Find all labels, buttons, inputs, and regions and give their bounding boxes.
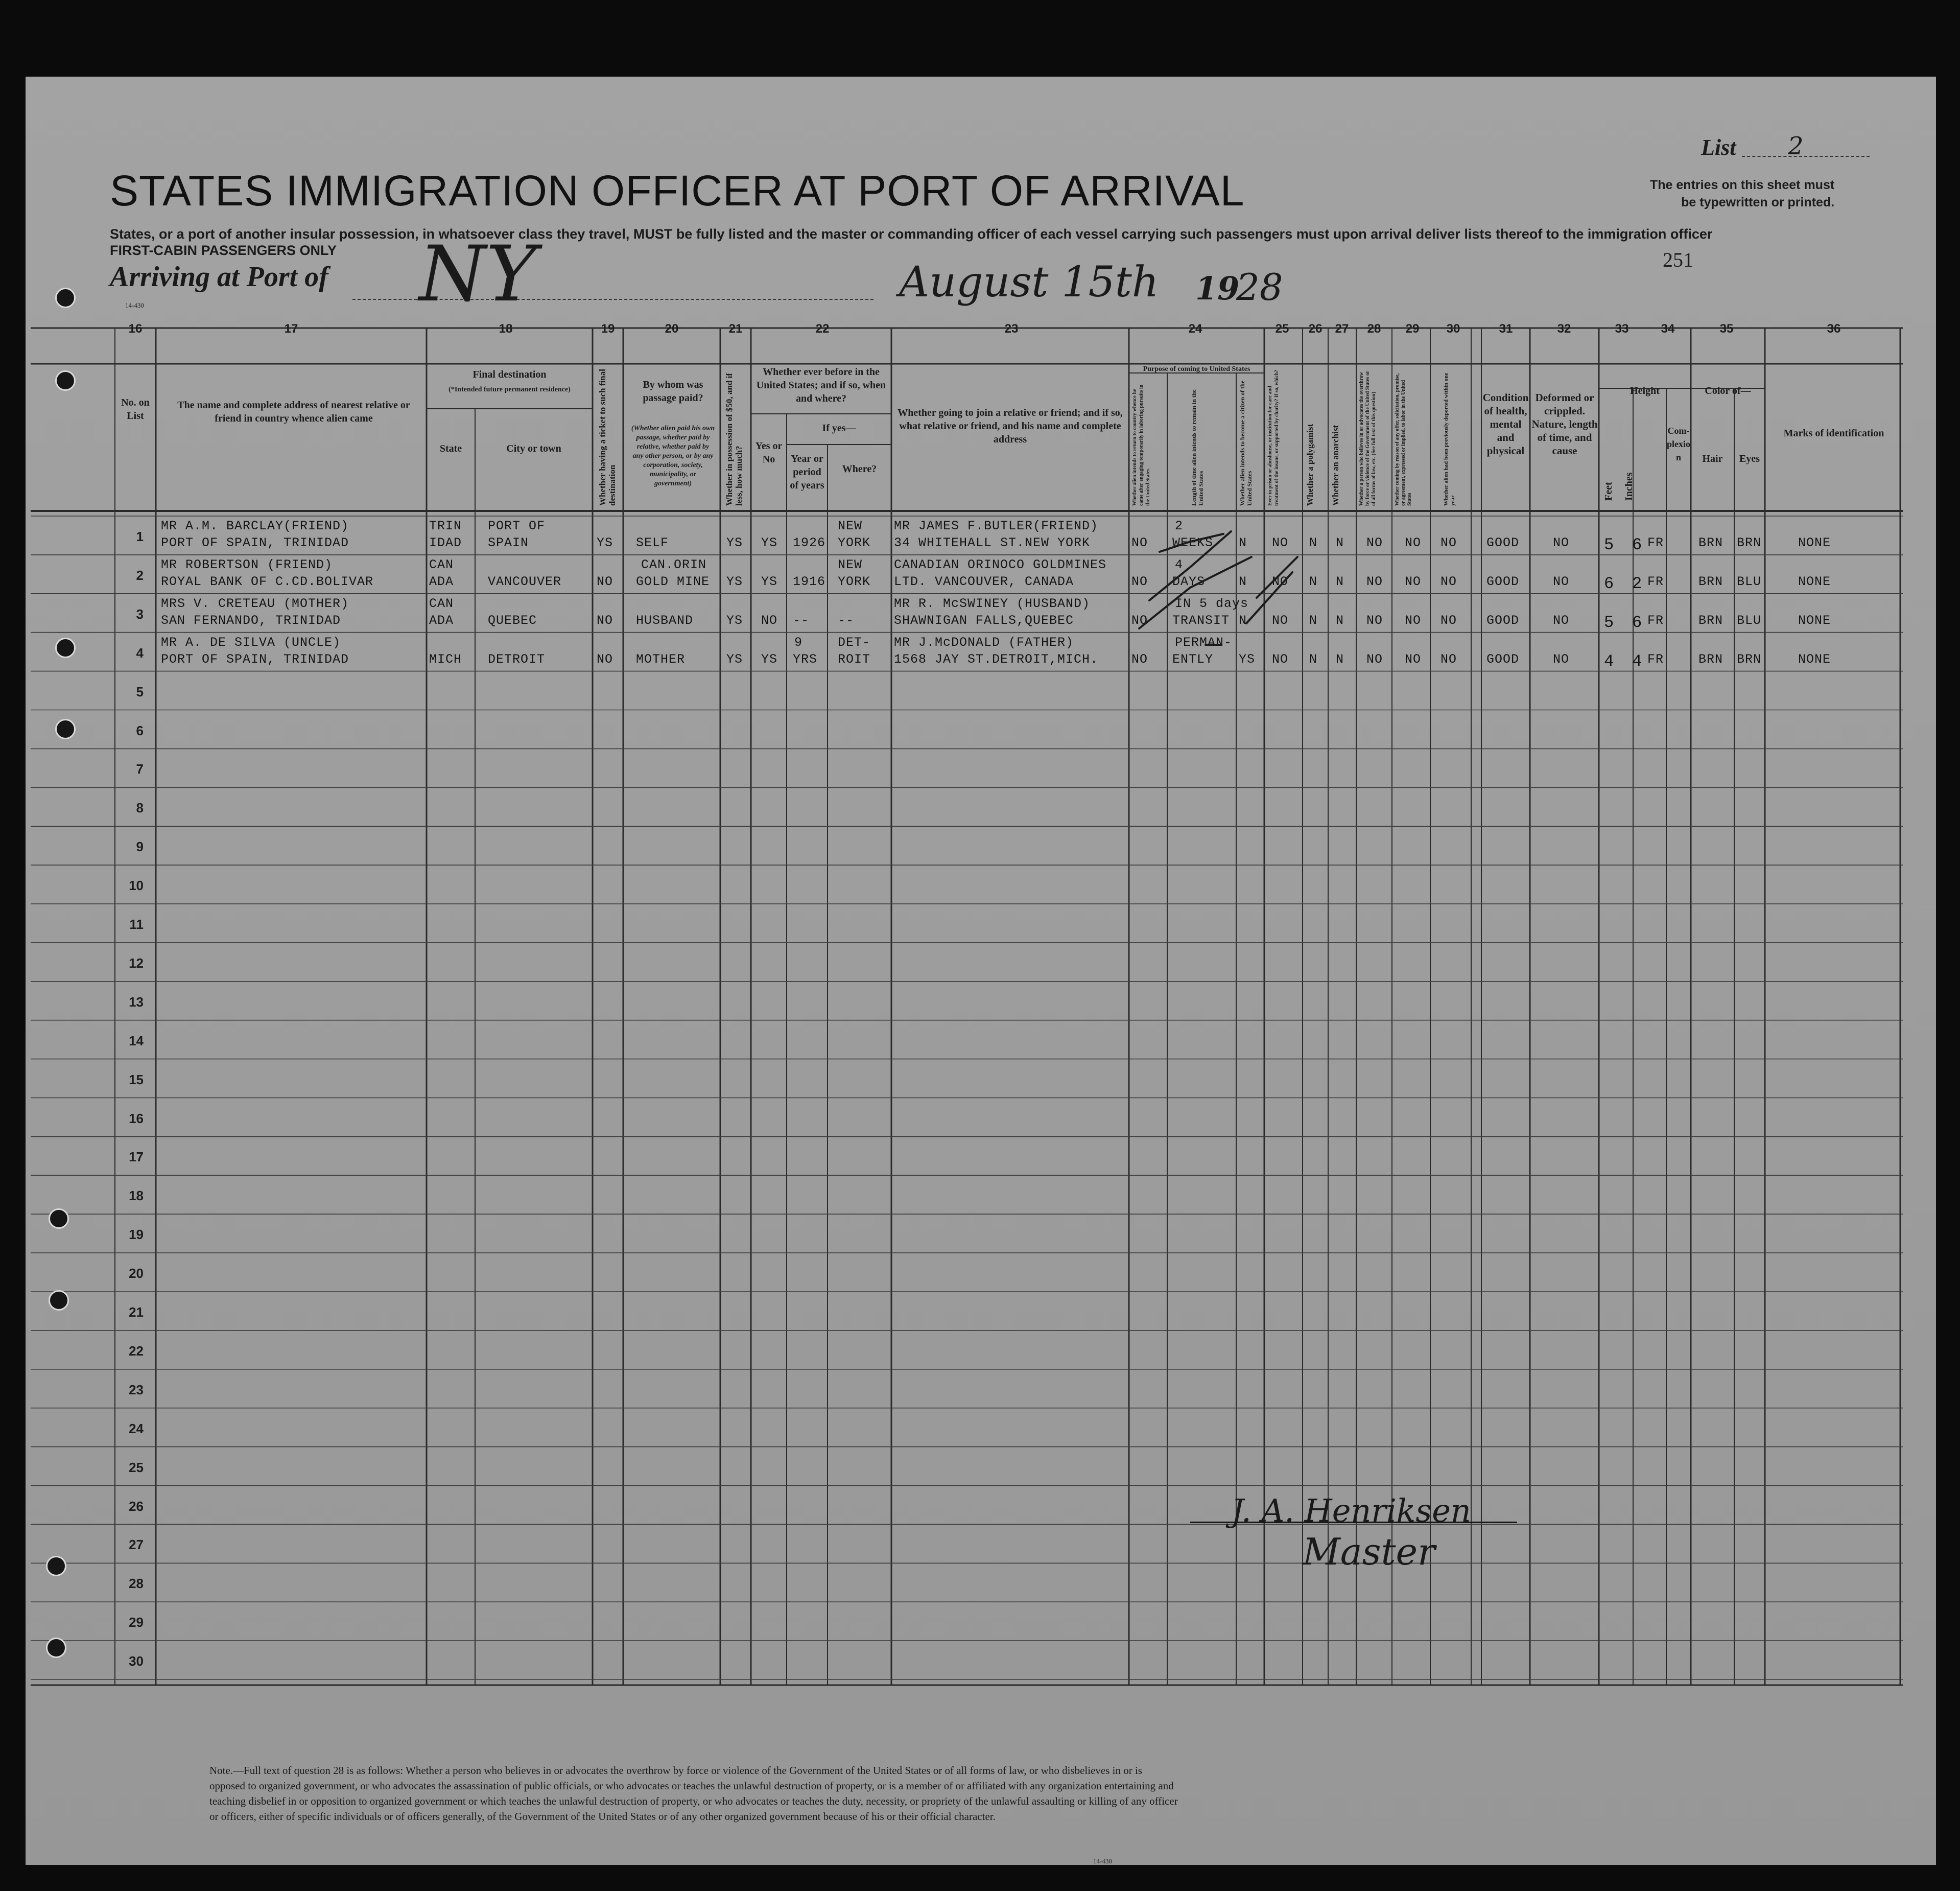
cell-ret: NO xyxy=(1131,535,1148,550)
cell-st2: IDAD xyxy=(429,535,462,550)
row-number: 2 xyxy=(136,567,144,583)
cell-rel2: SAN FERNANDO, TRINIDAD xyxy=(161,613,341,628)
header-final-destination: Final destination xyxy=(473,369,547,380)
header-eyes: Eyes xyxy=(1739,453,1760,464)
cell-feet: 5 xyxy=(1604,613,1615,632)
row-number: 16 xyxy=(129,1110,144,1126)
cell-ret: NO xyxy=(1131,613,1148,628)
row-number: 1 xyxy=(136,529,144,544)
colno-27: 27 xyxy=(1335,322,1349,336)
cell-where1: DET- xyxy=(838,635,871,650)
cell-q29: NO xyxy=(1405,651,1422,667)
cell-join1: MR J.McDONALD (FATHER) xyxy=(894,635,1074,650)
cell-eyes: BLU xyxy=(1737,613,1762,628)
row-number: 7 xyxy=(136,761,144,777)
punch-hole xyxy=(55,719,76,739)
row-number: 10 xyxy=(129,878,144,894)
header-passage-paid: By whom was passage paid? xyxy=(643,379,703,404)
row-number: 27 xyxy=(129,1537,144,1553)
colno-30: 30 xyxy=(1446,322,1460,336)
cell-inch: 2 xyxy=(1632,574,1643,593)
cell-len2: DAYS xyxy=(1172,574,1206,589)
date-handwritten: August 15th xyxy=(899,258,1159,307)
cell-anar: N xyxy=(1336,574,1344,589)
cell-st2: ADA xyxy=(429,574,454,589)
header-if-yes: If yes— xyxy=(822,423,856,434)
header-year: Year or period of years xyxy=(790,453,824,491)
cell-st1: CAN xyxy=(429,596,454,611)
cell-len1: 4 xyxy=(1175,557,1184,572)
colno-33: 33 xyxy=(1615,322,1629,336)
row-number: 17 xyxy=(129,1149,144,1165)
cell-len2: ENTLY xyxy=(1172,651,1214,667)
cell-comp: FR xyxy=(1647,535,1664,550)
header-intends-return: Whether alien intends to return to country whence he came after engaging temporarily in laboring pursuits in the United States xyxy=(1132,384,1151,506)
colno-35: 35 xyxy=(1719,322,1734,336)
cell-poly: N xyxy=(1309,613,1318,628)
row-number: 20 xyxy=(129,1266,144,1281)
cell-hair: BRN xyxy=(1698,574,1723,589)
cell-where2: -- xyxy=(838,613,855,628)
header-final-destination-note: (*Intended future permanent residence) xyxy=(448,386,571,393)
cell-where1: NEW xyxy=(838,557,863,572)
cell-q28: NO xyxy=(1366,613,1383,628)
header-feet: Feet xyxy=(1603,482,1614,501)
cell-len2: WEEKS xyxy=(1172,535,1214,550)
typewritten-note-line1: The entries on this sheet must xyxy=(1650,178,1835,192)
cell-prison: NO xyxy=(1272,574,1289,589)
row-number: 19 xyxy=(129,1227,144,1243)
header-ticket: Whether having a ticket to such final destination xyxy=(598,369,617,506)
cell-ticket: YS xyxy=(597,535,613,550)
punch-hole xyxy=(46,1556,66,1576)
cell-health: GOOD xyxy=(1486,651,1520,667)
colno-20: 20 xyxy=(665,322,679,336)
list-label: List xyxy=(1701,135,1736,160)
cell-anar: N xyxy=(1336,535,1344,550)
colno-26: 26 xyxy=(1308,322,1323,336)
header-anarchist: Whether an anarchist xyxy=(1331,425,1340,506)
header-city: City or town xyxy=(506,443,561,454)
colno-36: 36 xyxy=(1827,322,1841,336)
signature-line xyxy=(1190,1522,1517,1523)
cell-year2: -- xyxy=(793,613,810,628)
row-number: 12 xyxy=(129,955,144,971)
header-inches: Inches xyxy=(1623,472,1635,501)
header-deformed: Deformed or crippled. Nature, length of time, and cause xyxy=(1531,391,1598,457)
header-nearest-relative: The name and complete address of nearest relative or friend in country whence alien came xyxy=(177,400,410,424)
cell-inch: 4 xyxy=(1632,651,1643,671)
header-passage-paid-note: (Whether alien paid his own passage, whether paid by relative, whether paid by any other person, or by any corporation, society, municipality, or government) xyxy=(631,425,715,487)
cell-q29: NO xyxy=(1405,574,1422,589)
punch-hole xyxy=(46,1638,66,1658)
cell-deform: NO xyxy=(1553,651,1570,667)
cell-rel1: MRS V. CRETEAU (MOTHER) xyxy=(161,596,349,611)
cell-poly: N xyxy=(1309,535,1318,550)
form-code: 14-430 xyxy=(125,301,144,309)
cell-join2: LTD. VANCOUVER, CANADA xyxy=(894,574,1074,589)
cell-len2: TRANSIT xyxy=(1172,613,1230,628)
cell-join1: MR R. McSWINEY (HUSBAND) xyxy=(894,596,1091,611)
cell-rel1: MR A. DE SILVA (UNCLE) xyxy=(161,635,341,650)
row-number: 18 xyxy=(129,1188,144,1204)
colno-34: 34 xyxy=(1661,322,1675,336)
header-purpose: Purpose of coming to United States xyxy=(1143,365,1250,373)
header-marks: Marks of identification xyxy=(1783,428,1884,439)
cell-comp: FR xyxy=(1647,651,1664,667)
row-number: 4 xyxy=(136,645,144,661)
cell-deform: NO xyxy=(1553,574,1570,589)
row-number: 9 xyxy=(136,839,144,855)
header-where: Where? xyxy=(842,463,877,475)
cell-q28: NO xyxy=(1366,535,1383,550)
cell-rel1: MR ROBERTSON (FRIEND) xyxy=(161,557,333,572)
year-prefix: 19 xyxy=(1195,270,1240,307)
header-no-on-list: No. on List xyxy=(121,397,150,422)
cell-anar: N xyxy=(1336,613,1344,628)
cell-paid2: GOLD MINE xyxy=(636,574,710,589)
cell-rel1: MR A.M. BARCLAY(FRIEND) xyxy=(161,519,349,533)
cell-poly: N xyxy=(1309,574,1318,589)
row-number: 28 xyxy=(129,1576,144,1592)
cell-ticket: NO xyxy=(597,574,613,589)
cell-health: GOOD xyxy=(1486,574,1520,589)
cell-where1: NEW xyxy=(838,519,863,533)
stamp-number: 251 xyxy=(1663,248,1693,271)
cell-q29: NO xyxy=(1405,613,1422,628)
row-number: 13 xyxy=(129,994,144,1010)
header-color-of: Color of— xyxy=(1705,385,1751,396)
cell-marks: NONE xyxy=(1798,574,1831,589)
cell-eyes: BRN xyxy=(1737,651,1762,667)
header-prison: Ever in prison or almshouse, or institution for care and treatment of the insane, or supported by charity? If so, which? xyxy=(1267,369,1280,506)
cell-st2: MICH xyxy=(429,651,462,667)
cell-st2: ADA xyxy=(429,613,454,628)
cell-city2: QUEBEC xyxy=(488,613,537,628)
port-handwritten: NY xyxy=(419,230,537,319)
cell-len1: PERMAN- xyxy=(1175,635,1233,650)
footer-form-code: 14-430 xyxy=(1093,1857,1112,1865)
cell-deform: NO xyxy=(1553,613,1570,628)
subtitle-line1: States, or a port of another insular possession, in whatsoever class they travel, MUST be fully listed and the master or commanding officer of each vessel carrying such passengers must upon arrival deliver lists thereof to the immigration officer xyxy=(110,226,1713,242)
cell-rel2: PORT OF SPAIN, TRINIDAD xyxy=(161,651,349,667)
colno-21: 21 xyxy=(728,322,743,336)
cell-cit: N xyxy=(1239,574,1247,589)
cell-join2: 1568 JAY ST.DETROIT,MICH. xyxy=(894,651,1099,667)
cell-prison: NO xyxy=(1272,613,1289,628)
cell-anar: N xyxy=(1336,651,1344,667)
header-become-citizen: Whether alien intends to become a citizen of the United States xyxy=(1239,380,1253,506)
cell-join2: 34 WHITEHALL ST.NEW YORK xyxy=(894,535,1091,550)
cell-paid2: MOTHER xyxy=(636,651,686,667)
cell-feet: 6 xyxy=(1604,574,1615,593)
header-joining: Whether going to join a relative or friend; and if so, what relative or friend, and his name and complete address xyxy=(898,407,1123,445)
cell-city2: VANCOUVER xyxy=(488,574,562,589)
cell-q30: NO xyxy=(1441,574,1457,589)
cell-feet: 5 xyxy=(1604,535,1615,554)
cell-prison: NO xyxy=(1272,651,1289,667)
row-number: 22 xyxy=(129,1343,144,1359)
cell-join1: MR JAMES F.BUTLER(FRIEND) xyxy=(894,519,1099,533)
arriving-label: Arriving at Port of xyxy=(110,261,328,293)
row-number: 25 xyxy=(129,1459,144,1475)
cell-hair: BRN xyxy=(1698,535,1723,550)
cell-health: GOOD xyxy=(1486,535,1520,550)
punch-hole xyxy=(55,370,76,391)
cell-year2: YRS xyxy=(793,651,818,667)
colno-17: 17 xyxy=(284,322,298,336)
cell-fifty: YS xyxy=(726,613,743,628)
cell-before: YS xyxy=(761,574,778,589)
colno-22: 22 xyxy=(815,322,830,336)
cell-hair: BRN xyxy=(1698,651,1723,667)
cell-inch: 6 xyxy=(1632,535,1643,554)
cell-fifty: YS xyxy=(726,651,743,667)
cell-comp: FR xyxy=(1647,613,1664,628)
header-question-29: Whether coming by reason of any offer, solicitation, promise, or agreement, expressed or implied, to labor in the United States xyxy=(1395,373,1412,506)
cell-q28: NO xyxy=(1366,574,1383,589)
colno-31: 31 xyxy=(1499,322,1513,336)
cell-rel2: ROYAL BANK OF C.CD.BOLIVAR xyxy=(161,574,374,589)
cell-prison: NO xyxy=(1272,535,1289,550)
cell-inch: 6 xyxy=(1632,613,1643,632)
cell-len1: 2 xyxy=(1175,519,1184,533)
header-yes-no: Yes or No xyxy=(755,440,783,465)
cell-feet: 4 xyxy=(1604,651,1615,671)
header-hair: Hair xyxy=(1702,453,1723,464)
cell-paid1: CAN.ORIN xyxy=(641,557,707,572)
header-deported: Whether alien had been previously deported within one year xyxy=(1443,372,1456,506)
header-length-of-stay: Length of time alien intends to remain in the United States xyxy=(1190,389,1205,506)
cell-health: GOOD xyxy=(1486,613,1520,628)
subtitle-line2: FIRST-CABIN PASSENGERS ONLY xyxy=(110,243,337,258)
row-number: 29 xyxy=(129,1615,144,1630)
signature-name: J. A. Henriksen xyxy=(1231,1492,1471,1529)
page-title: STATES IMMIGRATION OFFICER AT PORT OF ARRIVAL xyxy=(110,167,1245,215)
row-number: 3 xyxy=(136,606,144,622)
row-number: 24 xyxy=(129,1420,144,1436)
colno-24: 24 xyxy=(1188,322,1202,336)
header-state: State xyxy=(439,443,462,454)
colno-19: 19 xyxy=(601,322,615,336)
row-number: 21 xyxy=(129,1304,144,1320)
cell-city2: DETROIT xyxy=(488,651,546,667)
typewritten-note-line2: be typewritten or printed. xyxy=(1681,195,1835,209)
cell-q30: NO xyxy=(1441,535,1457,550)
header-ever-before: Whether ever before in the United States; and if so, when and where? xyxy=(756,366,886,404)
cell-rel2: PORT OF SPAIN, TRINIDAD xyxy=(161,535,349,550)
cell-cit: N xyxy=(1239,535,1247,550)
cell-comp: FR xyxy=(1647,574,1664,589)
cell-join2: SHAWNIGAN FALLS,QUEBEC xyxy=(894,613,1074,628)
row-number: 8 xyxy=(136,800,144,816)
colno-16: 16 xyxy=(128,322,143,336)
header-height: Height xyxy=(1630,385,1660,396)
cell-q28: NO xyxy=(1366,651,1383,667)
cell-paid2: SELF xyxy=(636,535,669,550)
row-number: 26 xyxy=(129,1498,144,1514)
punch-hole xyxy=(55,288,76,308)
row-number: 23 xyxy=(129,1382,144,1397)
row-number: 30 xyxy=(129,1653,144,1669)
header-complexion: Com-plexion xyxy=(1666,426,1690,462)
row-number: 15 xyxy=(129,1071,144,1087)
row-number: 14 xyxy=(129,1033,144,1048)
cell-ret: NO xyxy=(1131,574,1148,589)
year-suffix: 28 xyxy=(1236,266,1283,309)
header-fifty-dollars: Whether in possession of $50, and if less, how much? xyxy=(724,373,744,506)
cell-marks: NONE xyxy=(1798,535,1831,550)
colno-25: 25 xyxy=(1275,322,1289,336)
cell-eyes: BRN xyxy=(1737,535,1762,550)
cell-before: YS xyxy=(761,651,778,667)
header-health: Condition of health, mental and physical xyxy=(1482,391,1529,457)
cell-join1: CANADIAN ORINOCO GOLDMINES xyxy=(894,557,1107,572)
colno-18: 18 xyxy=(499,322,513,336)
cell-q30: NO xyxy=(1441,613,1457,628)
signature-title: Master xyxy=(1303,1530,1435,1573)
cell-marks: NONE xyxy=(1798,613,1831,628)
cell-st1: CAN xyxy=(429,557,454,572)
cell-ticket: NO xyxy=(597,613,613,628)
cell-year2: 1926 xyxy=(793,535,826,550)
row-number: 5 xyxy=(136,684,144,699)
header-question-28: Whether a person who believes in or advocates the overthrow by force or violence of the Government of the United States or of all forms of law, etc. (See full text of this question) xyxy=(1359,370,1377,506)
colno-23: 23 xyxy=(1004,322,1019,336)
cell-hair: BRN xyxy=(1698,613,1723,628)
cell-where2: ROIT xyxy=(838,651,871,667)
row-number: 11 xyxy=(129,917,144,932)
cell-q30: NO xyxy=(1441,651,1457,667)
punch-hole xyxy=(55,638,76,658)
colno-28: 28 xyxy=(1367,322,1381,336)
cell-where2: YORK xyxy=(838,535,871,550)
list-number: 2 xyxy=(1788,132,1804,160)
cell-deform: NO xyxy=(1553,535,1570,550)
cell-paid2: HUSBAND xyxy=(636,613,694,628)
cell-city2: SPAIN xyxy=(488,535,529,550)
cell-before: YS xyxy=(761,535,778,550)
colno-32: 32 xyxy=(1557,322,1571,336)
cell-year2: 1916 xyxy=(793,574,826,589)
cell-cit: YS xyxy=(1239,651,1256,667)
footnote-question-28: Note.—Full text of question 28 is as follows: Whether a person who believes in or advocates the overthrow by force or violence of the Government of the United States or of all forms of law, or who disbelieves in or is opposed to organized government, or who advocates the assassination of public officials, or who advocates or teaches the unlawful destruction of property, or is a member of or affiliated with any organization entertaining and teaching disbelief in or opposition to organized government or which teaches the unlawful destruction of property, or who advocates or teaches the duty, necessity, or propriety of the unlawful assaulting or killing of any officer or officers, either of specific individuals or of officers generally, of the Government of the United States or of any other organized government because of his or their official character. xyxy=(209,1764,1178,1823)
cell-fifty: YS xyxy=(726,574,743,589)
punch-hole xyxy=(49,1208,69,1229)
cell-ticket: NO xyxy=(597,651,613,667)
cell-q29: NO xyxy=(1405,535,1422,550)
cell-ret: NO xyxy=(1131,651,1148,667)
colno-29: 29 xyxy=(1405,322,1420,336)
cell-poly: N xyxy=(1309,651,1318,667)
punch-hole xyxy=(49,1290,69,1311)
cell-st1: TRIN xyxy=(429,519,462,533)
cell-where2: YORK xyxy=(838,574,871,589)
cell-before: NO xyxy=(761,613,778,628)
cell-year1: 9 xyxy=(794,635,803,650)
cell-city1: PORT OF xyxy=(488,519,546,533)
cell-cit: N xyxy=(1239,613,1247,628)
cell-fifty: YS xyxy=(726,535,743,550)
row-number: 6 xyxy=(136,722,144,738)
header-polygamist: Whether a polygamist xyxy=(1305,424,1315,506)
cell-marks: NONE xyxy=(1798,651,1831,667)
cell-eyes: BLU xyxy=(1737,574,1762,589)
cell-len1: IN 5 days xyxy=(1175,596,1249,611)
